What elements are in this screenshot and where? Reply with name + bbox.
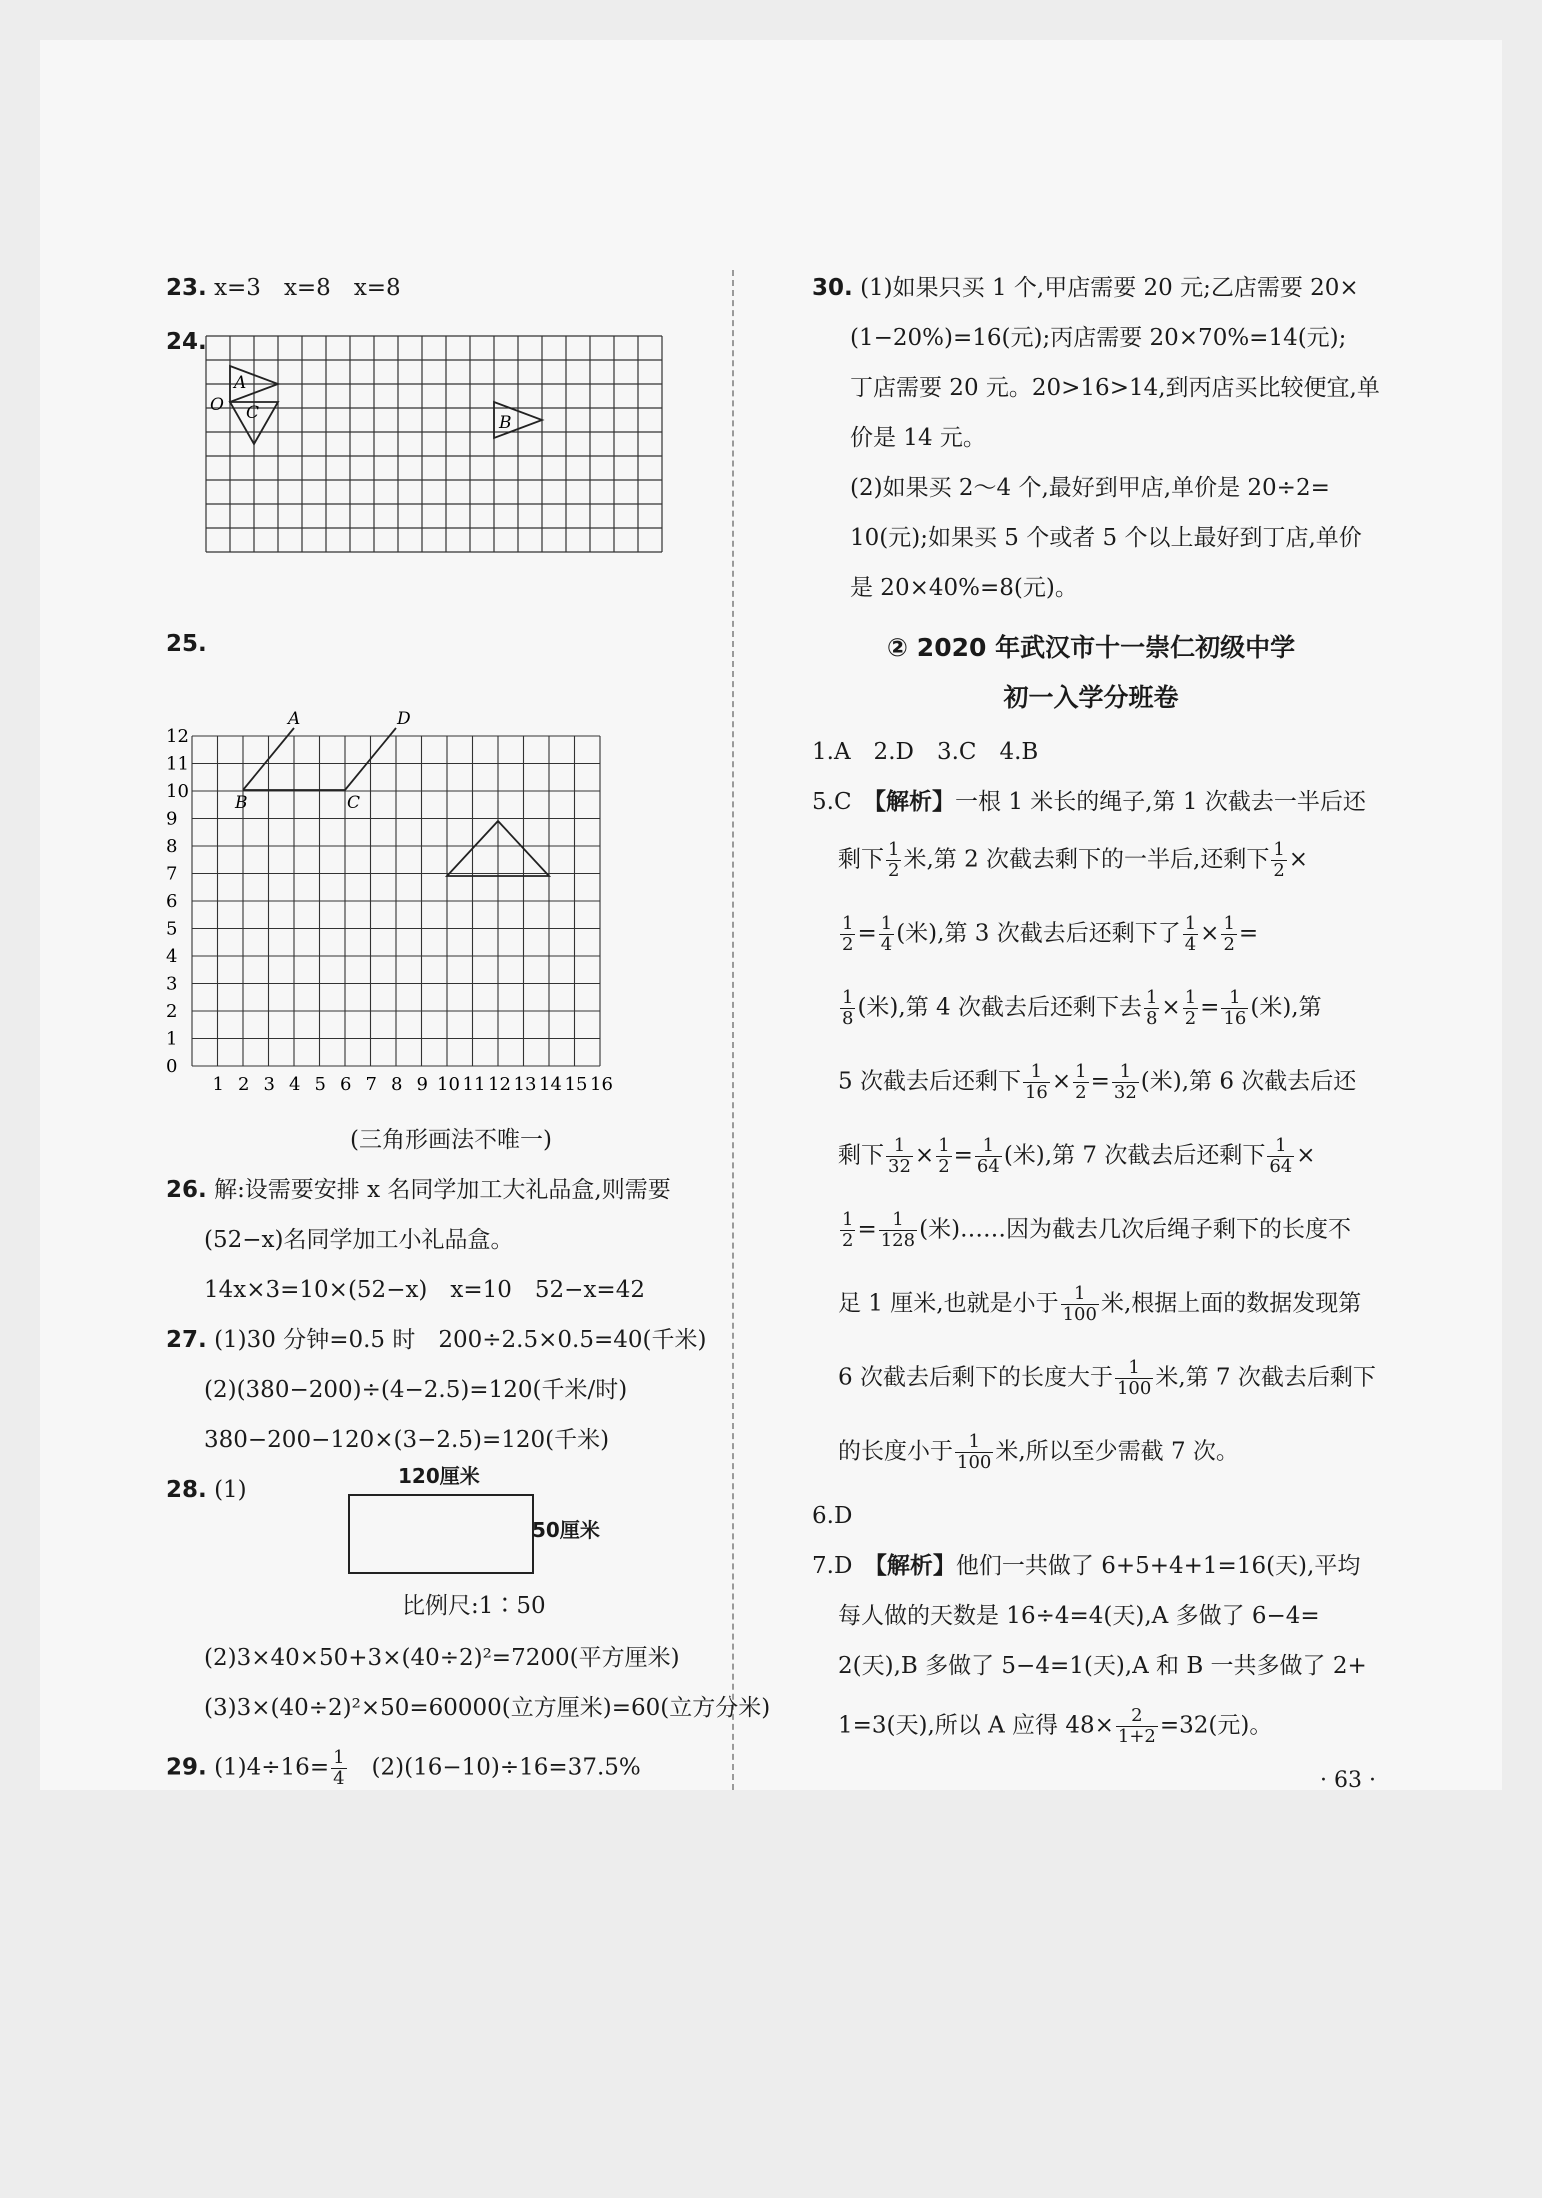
y-tick-label: 0 <box>166 1056 178 1077</box>
q27-line1: 27. (1)30 分钟=0.5 时 200÷2.5×0.5=40(千米) <box>166 1327 707 1353</box>
q30-line5: (2)如果买 2～4 个,最好到甲店,单价是 20÷2= <box>850 475 1330 501</box>
section-title: ② 2020 年武汉市十一崇仁初级中学 <box>886 633 1296 662</box>
q30-line6: 10(元);如果买 5 个或者 5 个以上最好到丁店,单价 <box>850 525 1362 551</box>
point-c-label: C <box>347 793 361 813</box>
y-tick-label: 3 <box>166 973 178 995</box>
label-c: C <box>246 403 260 423</box>
x-tick-label: 3 <box>263 1074 275 1095</box>
y-tick-label: 7 <box>166 863 178 885</box>
label-a: A <box>234 373 247 393</box>
y-tick-label: 2 <box>166 1001 178 1022</box>
y-tick-label: 5 <box>166 918 178 940</box>
y-tick-label: 6 <box>166 891 178 912</box>
q24-number: 24. <box>166 329 207 355</box>
q5-line8: 足 1 厘米,也就是小于 $\frac{1}{100}$ 米,根据上面的数据发现第 <box>838 1283 1362 1325</box>
q23 <box>166 274 401 302</box>
q5-line4: $\frac{1}{8}$ (米),第 4 次截去后还剩下去 $\frac{1}{8}$ × $\frac{1}{2}$ = $\frac{1}{16}$ (米),第 <box>842 987 1322 1029</box>
q26-line1: 26. 解:设需要安排 x 名同学加工大礼品盒,则需要 <box>166 1177 671 1203</box>
q5-line5: 5 次截去后还剩下 $\frac{1}{16}$ × $\frac{1}{2}$ = $\frac{1}{32}$ (米),第 6 次截去后还 <box>838 1061 1357 1103</box>
y-tick-label: 9 <box>166 808 178 830</box>
label-o: O <box>210 395 224 415</box>
q28-line3: (3)3×(40÷2)²×50=60000(立方厘米)=60(立方分米) <box>204 1695 771 1721</box>
q7-line3: 2(天),B 多做了 5−4=1(天),A 和 B 一共多做了 2+ <box>838 1653 1367 1679</box>
page-number: · 63 · <box>1320 1768 1376 1793</box>
q28-scale: 比例尺:1∶50 <box>402 1593 546 1619</box>
y-tick-label: 11 <box>166 753 189 775</box>
x-tick-label: 16 <box>590 1074 613 1095</box>
x-tick-label: 1 <box>212 1074 224 1095</box>
label-b: B <box>499 413 512 433</box>
q26-line2: (52−x)名同学加工小礼品盒。 <box>204 1227 514 1253</box>
x-tick-label: 13 <box>513 1074 537 1095</box>
q26-line3: 14x×3=10×(52−x) x=10 52−x=42 <box>204 1277 645 1303</box>
q25-caption: (三角形画法不唯一) <box>350 1127 552 1153</box>
q6: 6.D <box>812 1503 853 1529</box>
q28-line2: (2)3×40×50+3×(40÷2)²=7200(平方厘米) <box>204 1645 680 1671</box>
q5-line10: 的长度小于 $\frac{1}{100}$ 米,所以至少需截 7 次。 <box>838 1431 1239 1473</box>
point-d-label: D <box>397 709 411 729</box>
q27-line2: (2)(380−200)÷(4−2.5)=120(千米/时) <box>204 1377 628 1403</box>
q28-rectangle <box>348 1494 534 1574</box>
x-tick-label: 15 <box>564 1074 588 1095</box>
q5-line2: 剩下 $\frac{1}{2}$ 米,第 2 次截去剩下的一半后,还剩下 $\frac{1}{2}$ × <box>838 839 1309 881</box>
q30-line7: 是 20×40%=8(元)。 <box>850 575 1078 601</box>
fraction: $\frac{1}{4}$ <box>333 1747 345 1789</box>
x-tick-label: 14 <box>539 1074 562 1095</box>
x-tick-label: 6 <box>340 1074 352 1095</box>
q5-line7: $\frac{1}{2}$ = $\frac{1}{128}$ (米)……因为截去几次后绳子剩下的长度不 <box>842 1209 1352 1251</box>
x-tick-label: 10 <box>437 1074 460 1095</box>
q7-line2: 每人做的天数是 16÷4=4(天),A 多做了 6−4= <box>838 1603 1320 1629</box>
point-a-label: A <box>288 709 301 729</box>
q27-line3: 380−200−120×(3−2.5)=120(千米) <box>204 1427 610 1453</box>
y-tick-label: 4 <box>166 946 178 967</box>
q25-coordinate-grid <box>166 680 780 1100</box>
x-tick-label: 2 <box>238 1074 250 1095</box>
y-tick-label: 12 <box>166 726 189 747</box>
q5-line1: 5.C 【解析】一根 1 米长的绳子,第 1 次截去一半后还 <box>812 788 1366 815</box>
y-tick-label: 1 <box>166 1028 178 1050</box>
answer-text: x=3 x=8 x=8 <box>214 275 401 301</box>
x-tick-label: 7 <box>365 1074 377 1095</box>
q7-line1: 7.D 【解析】他们一共做了 6+5+4+1=16(天),平均 <box>812 1552 1361 1579</box>
rect-width-label: 120厘米 <box>398 1464 480 1488</box>
q1-4: 1.A 2.D 3.C 4.B <box>812 739 1039 765</box>
q30-line3: 丁店需要 20 元。20>16>14,到丙店买比较便宜,单 <box>850 375 1380 401</box>
question-number: 23. <box>166 275 207 301</box>
x-tick-label: 8 <box>391 1074 403 1095</box>
x-tick-label: 12 <box>488 1074 511 1095</box>
section-subtitle: 初一入学分班卷 <box>1003 683 1179 712</box>
y-tick-label: 8 <box>166 836 178 857</box>
x-tick-label: 9 <box>416 1074 428 1095</box>
q30-line2: (1−20%)=16(元);丙店需要 20×70%=14(元); <box>850 325 1347 351</box>
q5-line6: 剩下 $\frac{1}{32}$ × $\frac{1}{2}$ = $\frac{1}{64}$ (米),第 7 次截去后还剩下 $\frac{1}{64}$ × <box>838 1135 1316 1177</box>
x-tick-label: 11 <box>462 1074 486 1095</box>
point-b-label: B <box>235 793 248 813</box>
answer-page <box>40 40 1502 1793</box>
y-tick-label: 10 <box>166 781 189 802</box>
q5-line9: 6 次截去后剩下的长度大于 $\frac{1}{100}$ 米,第 7 次截去后剩下 <box>838 1357 1376 1399</box>
x-tick-label: 5 <box>314 1074 326 1095</box>
q30-line1: 30. (1)如果只买 1 个,甲店需要 20 元;乙店需要 20× <box>812 275 1359 301</box>
q25-number: 25. <box>166 631 207 657</box>
q7-line4: 1=3(天),所以 A 应得 48× $\frac{2}{1+2}$ =32(元)。 <box>838 1705 1273 1747</box>
x-tick-label: 4 <box>289 1074 301 1095</box>
rect-height-label: 50厘米 <box>532 1518 600 1542</box>
q24-grid-figure <box>206 336 706 572</box>
q5-line3: $\frac{1}{2}$ = $\frac{1}{4}$ (米),第 3 次截去后还剩下了 $\frac{1}{4}$ × $\frac{1}{2}$ = <box>842 913 1259 955</box>
q30-line4: 价是 14 元。 <box>850 425 986 451</box>
q28-line1: 28. (1) <box>166 1477 247 1503</box>
q29: 29. (1)4÷16= $\frac{1}{4}$ (2)(16−10)÷16=37.5% <box>166 1747 641 1789</box>
